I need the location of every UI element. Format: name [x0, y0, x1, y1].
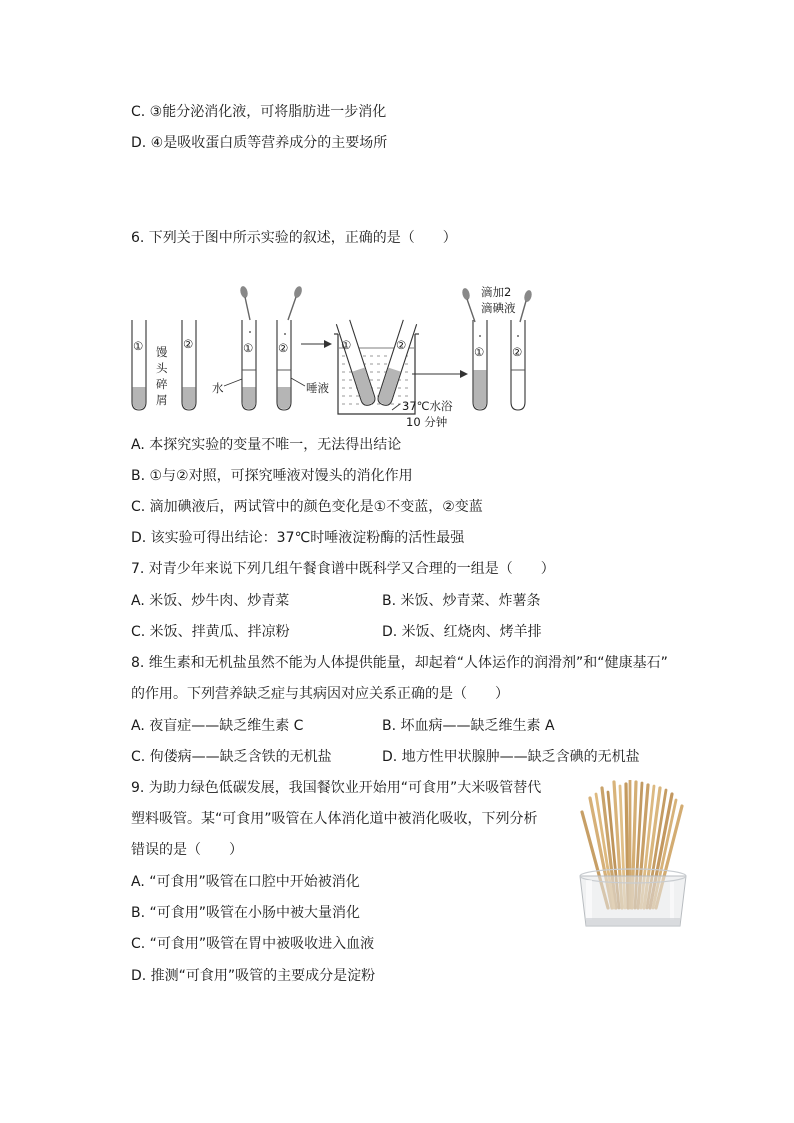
iodine-label-line2: 滴碘液 [481, 301, 516, 315]
mantou-char-2: 头 [156, 361, 168, 375]
q9-stem-line1: 9. 为助力绿色低碳发展，我国餐饮业开始用“可食用”大米吸管替代 [131, 780, 542, 796]
q8-option-b: B. 坏血病——缺乏维生素 A [382, 718, 555, 734]
q8-option-d: D. 地方性甲状腺肿——缺乏含碘的无机盐 [382, 749, 640, 765]
q6-option-d: D. 该实验可得出结论：37℃时唾液淀粉酶的活性最强 [131, 530, 465, 546]
q7-stem: 7. 对青少年来说下列几组午餐食谱中既科学又合理的一组是（ ） [131, 561, 555, 577]
rice-straws-photo [572, 780, 694, 928]
mantou-char-1: 馒 [156, 345, 168, 359]
saliva-label: 唾液 [306, 381, 329, 395]
q7-option-a: A. 米饭、炒牛肉、炒青菜 [131, 593, 290, 609]
q6-option-c: C. 滴加碘液后，两试管中的颜色变化是①不变蓝，②变蓝 [131, 499, 483, 515]
q7-option-c: C. 米饭、拌黄瓜、拌凉粉 [131, 624, 290, 640]
final-tube-1-label: ① [474, 345, 485, 359]
bath-tube-1-label: ① [341, 338, 352, 352]
q8-stem-line2: 的作用。下列营养缺乏症与其病因对应关系正确的是（ ） [131, 686, 509, 702]
q9-stem-line3: 错误的是（ ） [131, 842, 243, 858]
q9-option-a: A. “可食用”吸管在口腔中开始被消化 [131, 874, 360, 890]
tube-2-saliva [277, 285, 303, 410]
mantou-char-4: 屑 [156, 393, 168, 407]
q8-stem-line1: 8. 维生素和无机盐虽然不能为人体提供能量，却起着“人体运作的润滑剂”和“健康基石” [131, 655, 668, 671]
q6-stem: 6. 下列关于图中所示实验的叙述，正确的是（ ） [131, 230, 457, 246]
bath-tube-2-label: ② [396, 338, 407, 352]
q8-option-c: C. 佝偻病——缺乏含铁的无机盐 [131, 749, 332, 765]
q6-option-b: B. ①与②对照，可探究唾液对馒头的消化作用 [131, 468, 413, 484]
q8-option-a: A. 夜盲症——缺乏维生素 C [131, 718, 304, 734]
tube-1-label-2: ① [243, 341, 254, 355]
mantou-char-3: 碎 [156, 377, 168, 391]
q6-option-a: A. 本探究实验的变量不唯一，无法得出结论 [131, 437, 402, 453]
bath-condition-line2: 10 分钟 [406, 415, 448, 429]
q9-option-b: B. “可食用”吸管在小肠中被大量消化 [131, 905, 361, 921]
q7-option-b: B. 米饭、炒青菜、炸薯条 [382, 593, 541, 609]
tube-1-label: ① [133, 339, 144, 353]
q7-option-d: D. 米饭、红烧肉、烤羊排 [382, 624, 542, 640]
tube-2-label: ② [183, 337, 194, 351]
experiment-diagram [120, 282, 540, 432]
tube-1-start [132, 320, 146, 410]
q5-option-c: C. ③能分泌消化液，可将脂肪进一步消化 [131, 104, 387, 120]
final-tube-2-label: ② [512, 345, 523, 359]
tube-2-label-2: ② [278, 341, 289, 355]
q9-stem-line2: 塑料吸管。某“可食用”吸管在人体消化道中被消化吸收，下列分析 [131, 811, 538, 827]
q9-option-c: C. “可食用”吸管在胃中被吸收进入血液 [131, 936, 375, 952]
q9-option-d: D. 推测“可食用”吸管的主要成分是淀粉 [131, 968, 376, 984]
tube-2-start [182, 320, 196, 410]
iodine-label-line1: 滴加2 [481, 285, 512, 299]
tube-1-water [239, 285, 256, 410]
water-label: 水 [212, 381, 224, 395]
bath-condition-line1: 37℃水浴 [402, 399, 453, 413]
q5-option-d: D. ④是吸收蛋白质等营养成分的主要场所 [131, 135, 388, 151]
